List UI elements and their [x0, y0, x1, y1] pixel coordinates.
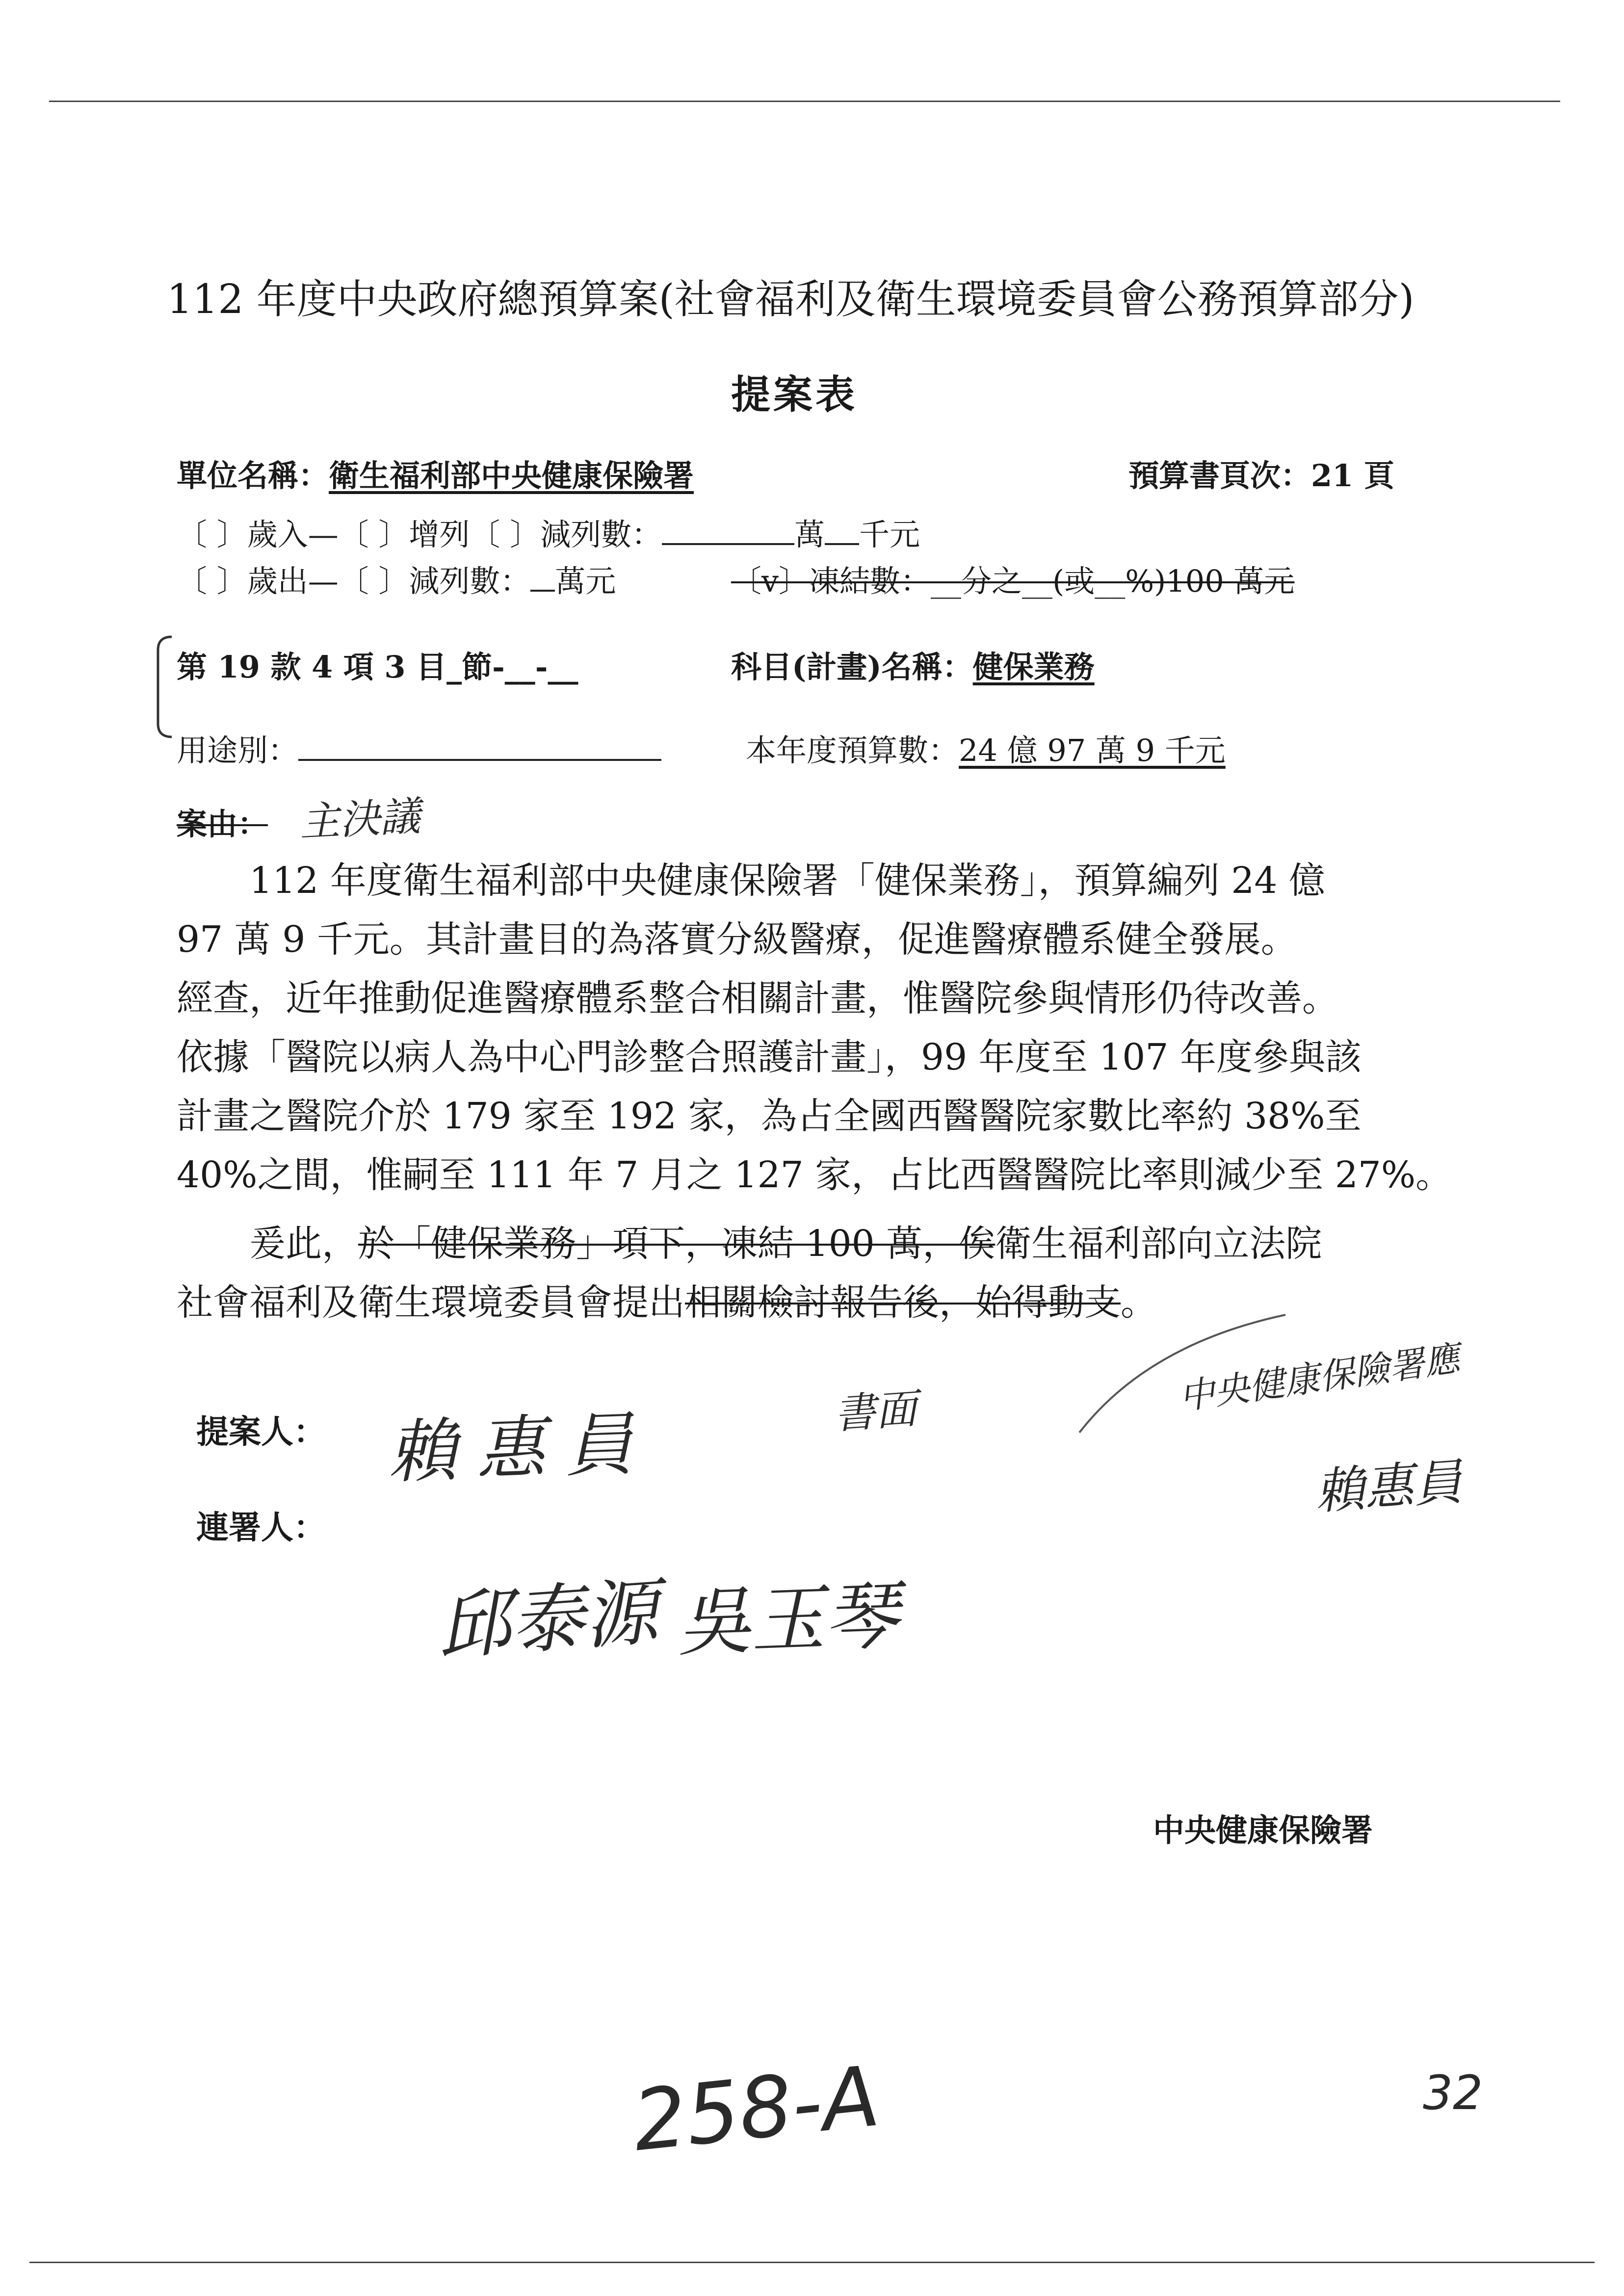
proposer-signature: 賴惠員 [386, 1404, 655, 1493]
paragraph-line: 依據「醫院以病人為中心門診整合照護計畫」，99 年度至 107 年度參與該 [177, 1036, 1362, 1078]
written-annotation: 書面 [833, 1384, 918, 1438]
conclusion-line-1 [177, 1214, 1322, 1273]
cosigner-label: 連署人： [196, 1508, 326, 1546]
cosigner-signature: 吳玉琴 [676, 1573, 900, 1667]
usage-row [177, 726, 661, 770]
revenue-prefix: 〔 〕歲入—〔 〕增列〔 〕減列數： [177, 517, 662, 552]
revenue-blank-wan [662, 518, 794, 545]
conclusion-struck-1: 於「健保業務」項下，凍結 100 萬，俟 [358, 1223, 995, 1265]
bottom-rule [29, 2262, 1595, 2263]
unit-label: 單位名稱： [177, 458, 329, 494]
annual-budget-label: 本年度預算數： [746, 732, 959, 768]
program-value: 健保業務 [972, 649, 1095, 685]
conclusion-start: 爰此， [177, 1223, 358, 1265]
reason-paragraph [177, 851, 1452, 1204]
conclusion-struck-2: 相關檢討報告後，始得動支 [685, 1281, 1121, 1324]
page-number: 32 [1423, 2065, 1483, 2120]
budget-page-label: 預算書頁次： [1128, 458, 1311, 494]
document-stamp-number: 258-A [629, 2048, 884, 2170]
conclusion-end-1: 衛生福利部向立法院 [995, 1223, 1322, 1265]
cosigner-signature: 邱泰源 [434, 1569, 661, 1670]
revenue-line [177, 510, 920, 554]
revenue-unit-wan: 萬 [794, 517, 825, 552]
conclusion-start-2: 社會福利及衛生環境委員會提出 [177, 1281, 685, 1324]
reason-label: 案由： [177, 806, 268, 842]
budget-page-row [1128, 451, 1394, 495]
annual-budget-value: 24 億 97 萬 9 千元 [959, 732, 1226, 768]
paragraph-line: 97 萬 9 千元。其計畫目的為落實分級醫療，促進醫療體系健全發展。 [177, 918, 1297, 961]
budget-page-value: 21 頁 [1311, 458, 1394, 494]
freeze-amount: 100 萬元 [1166, 563, 1295, 599]
paragraph-line: 40%之間，惟嗣至 111 年 7 月之 127 家，占比西醫醫院比率則減少至 27%。 [177, 1154, 1452, 1196]
reason-handwritten: 主決議 [298, 793, 421, 846]
expense-blank [530, 564, 555, 592]
expense-unit: 萬元 [555, 563, 616, 599]
freeze-text: 〔v〕凍結數：__分之__(或__%) [731, 563, 1166, 599]
page-subtitle: 提案表 [731, 371, 858, 417]
usage-blank [298, 733, 661, 761]
top-rule [49, 101, 1560, 102]
item-section-line: 第 19 款 4 項 3 目_節-__-__ [177, 649, 578, 685]
unit-value: 衛生福利部中央健康保險署 [329, 458, 694, 494]
expense-line [177, 557, 616, 600]
paragraph-line: 經查，近年推動促進醫療體系整合相關計畫，惟醫院參與情形仍待改善。 [177, 977, 1338, 1019]
unit-name-row [177, 451, 694, 495]
footer-organization: 中央健康保險署 [1153, 1812, 1373, 1849]
item-bracket [147, 633, 177, 741]
paragraph-line: 112 年度衛生福利部中央健康保險署「健保業務」，預算編列 24 億 [177, 860, 1325, 902]
program-label: 科目(計畫)名稱： [731, 649, 973, 685]
margin-note: 中央健康保險署應 [1176, 1337, 1462, 1418]
freeze-amount-line [731, 557, 1294, 600]
program-name-row [731, 643, 1095, 686]
revenue-blank-qian [825, 518, 859, 545]
expense-prefix: 〔 〕歲出—〔 〕減列數： [177, 563, 531, 599]
page-title: 112 年度中央政府總預算案(社會福利及衛生環境委員會公務預算部分) [167, 276, 1414, 323]
insertion-mark [1050, 1285, 1325, 1442]
annual-budget-row [746, 726, 1226, 770]
margin-signature: 賴惠員 [1313, 1453, 1465, 1521]
revenue-unit-qian: 千元 [859, 517, 920, 552]
paragraph-line: 計畫之醫院介於 179 家至 192 家，為占全國西醫醫院家數比率約 38%至 [177, 1095, 1362, 1137]
proposer-label: 提案人： [196, 1412, 326, 1451]
conclusion-end-2: 。 [1121, 1281, 1157, 1324]
usage-label: 用途別： [177, 732, 299, 768]
